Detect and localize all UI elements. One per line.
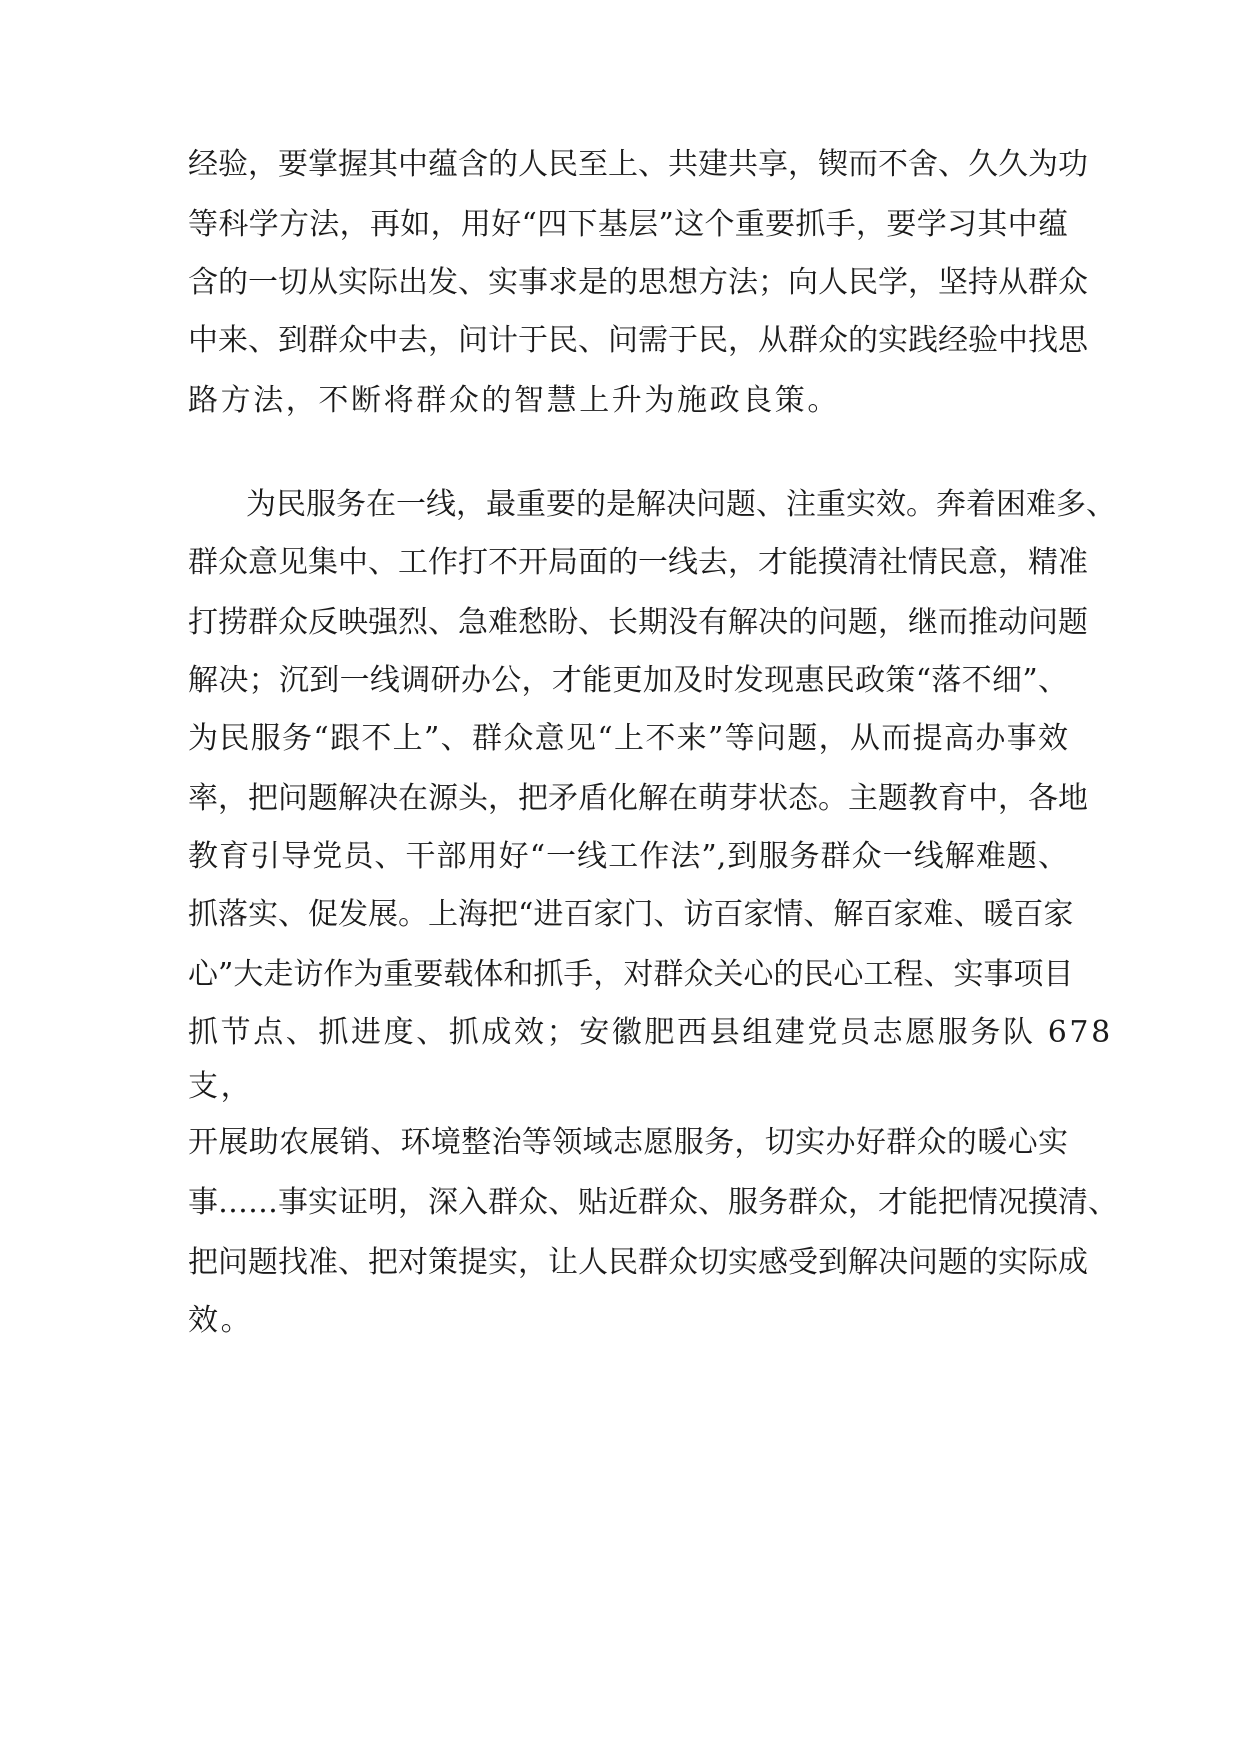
paragraph-2-line-15: 效。: [188, 1303, 254, 1338]
paragraph-2-line-5: 为民服务“跟不上”、群众意见“上不来”等问题，从而提高办事效: [188, 721, 1068, 756]
paragraph-2-line-1: 为民服务在一线，最重要的是解决问题、注重实效。奔着困难多、: [246, 487, 1116, 522]
paragraph-2-line-13: 事……事实证明，深入群众、贴近群众、服务群众，才能把情况摸清、: [188, 1185, 1118, 1220]
paragraph-2-line-9: 心”大走访作为重要载体和抓手，对群众关心的民心工程、实事项目: [188, 957, 1074, 992]
paragraph-1-line-1: 经验，要掌握其中蕴含的人民至上、共建共享，锲而不舍、久久为功: [188, 147, 1088, 182]
paragraph-2-line-2: 群众意见集中、工作打不开局面的一线去，才能摸清社情民意，精准: [188, 545, 1088, 580]
paragraph-1-line-2: 等科学方法，再如，用好“四下基层”这个重要抓手，要学习其中蕴: [188, 207, 1068, 242]
paragraph-1-line-3: 含的一切从实际出发、实事求是的思想方法；向人民学，坚持从群众: [188, 265, 1088, 300]
paragraph-1-line-4: 中来、到群众中去，问计于民、问需于民，从群众的实践经验中找思: [188, 323, 1088, 358]
paragraph-2-line-4: 解决；沉到一线调研办公，才能更加及时发现惠民政策“落不细”、: [188, 663, 1068, 698]
paragraph-2-line-6: 率，把问题解决在源头，把矛盾化解在萌芽状态。主题教育中，各地: [188, 781, 1088, 816]
paragraph-2-line-7: 教育引导党员、干部用好“一线工作法”,到服务群众一线解难题、: [188, 839, 1068, 874]
paragraph-2-line-12: 开展助农展销、环境整治等领域志愿服务，切实办好群众的暖心实: [188, 1125, 1068, 1160]
paragraph-2-line-14: 把问题找准、把对策提实，让人民群众切实感受到解决问题的实际成: [188, 1245, 1088, 1280]
paragraph-2-line-8: 抓落实、促发展。上海把“进百家门、访百家情、解百家难、暖百家: [188, 897, 1074, 932]
paragraph-2-line-10: 抓节点、抓进度、抓成效；安徽肥西县组建党员志愿服务队 678: [188, 1015, 1113, 1050]
paragraph-1-line-5: 路方法，不断将群众的智慧上升为施政良策。: [188, 383, 840, 418]
paragraph-2-line-3: 打捞群众反映强烈、急难愁盼、长期没有解决的问题，继而推动问题: [188, 605, 1088, 640]
paragraph-2-line-11: 支，: [188, 1069, 254, 1104]
